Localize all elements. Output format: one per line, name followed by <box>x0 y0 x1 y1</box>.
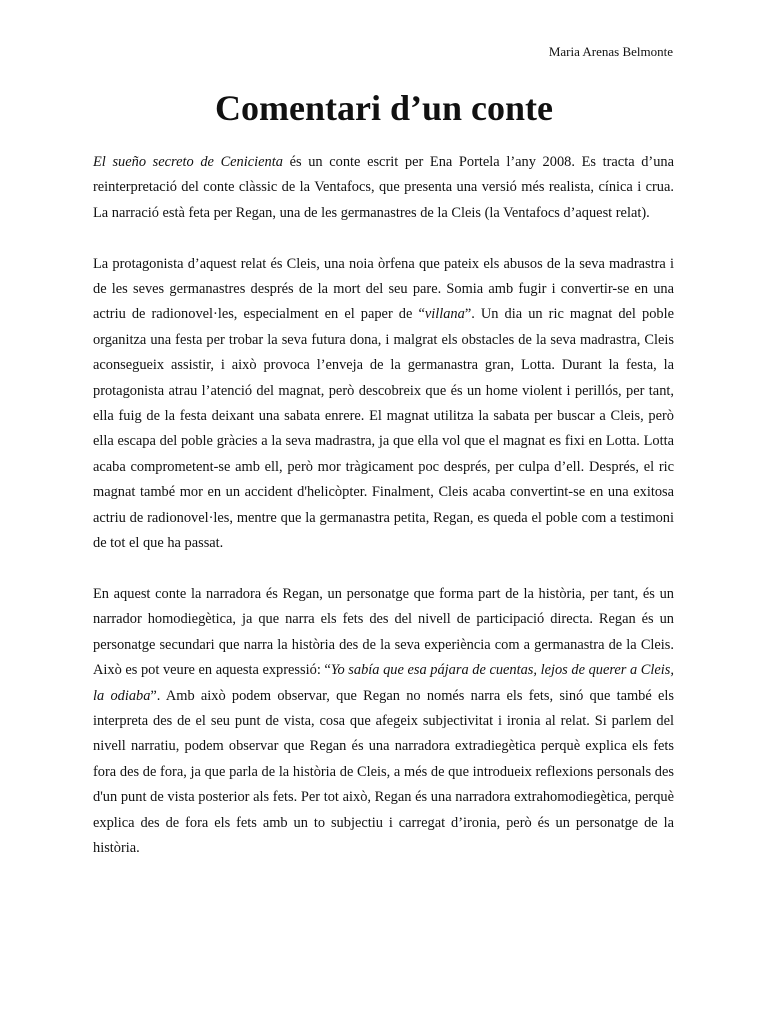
paragraph-3-text-before: En aquest conte la narradora és Regan, un personatge que forma part de la història, per tant, és un narrador homodiegètica, ja que narra els fets des del nivell de participació directa. Regan és un personatge secundari que narra la història des de la seva experiència com a germanastra de la Cleis. Això es pot veure en aquesta expressió: “ <box>93 585 674 679</box>
italic-word-villana: villana <box>424 306 465 323</box>
paragraph-1 <box>93 150 674 226</box>
paragraph-3-text-after: ”. Amb això podem observar, que Regan no només narra els fets, sinó que també els interpreta des de el seu punt de vista, cosa que afegeix subjectivitat i ironia al relat. Si parlem del nivell narratiu, podem observar que Regan és una narradora extradiegètica perquè explica els fets fora des de fora, ja que parla de la història de Cleis, a més de que introdueix reflexions personals des d'un punt de vista posterior als fets. Per tot això, Regan és una narradora extrahomodiegètica, perquè explica des de fora els fets amb un to subjectiu i carregat d’ironia, però és un personatge de la història. <box>93 687 674 856</box>
document-title: Comentari d’un conte <box>215 88 553 128</box>
paragraph-3 <box>93 582 674 861</box>
paragraph-2-text-before: La protagonista d’aquest relat és Cleis, una noia òrfena que pateix els abusos de la seva madrastra i de les seves germanastres després de la mort del seu pare. Somia amb fugir i convertir-se en una actriu de radionovel·les, especialment en el paper de “ <box>93 255 674 323</box>
book-title: El sueño secreto de Cenicienta <box>93 154 283 170</box>
paragraph-1-text: és un conte escrit per Ena Portela l’any 2008. Es tracta d’una reinterpretació del conte clàssic de la Ventafocs, que presenta una versió més realista, cínica i crua. La narració està feta per Regan, una de les germanastres de la Cleis (la Ventafocs d’aquest relat). <box>93 154 674 221</box>
paragraph-2-text-after: ”. Un dia un ric magnat del poble organitza una festa per trobar la seva futura dona, i malgrat els obstacles de la seva madrastra, Cleis aconsegueix assistir, i això provoca l’enveja de la germanastra gran, Lotta. Durant la festa, la protagonista atrau l’atenció del magnat, però descobreix que és un home violent i perillós, per tant, ella fuig de la festa deixant una sabata enrere. El magnat utilitza la sabata per buscar a Cleis, però ella escapa del poble gràcies a la seva madrastra, ja que ella vol que el magnat es fixi en Lotta. Lotta acaba comprometent-se amb ell, però mor tràgicament poc després, per culpa d’ell. Després, el ric magnat també mor en un accident d'helicòpter. Finalment, Cleis acaba convertint-se en una exitosa actriu de radionovel·les, mentre que la germanastra petita, Regan, es queda el poble com a testimoni de tot el que ha passat. <box>93 306 674 552</box>
paragraph-2 <box>93 252 674 557</box>
document-body <box>93 150 674 887</box>
italic-quote: Yo sabía que esa pájara de cuentas, lejos de querer a Cleis, la odiaba <box>93 662 674 704</box>
author-name: Maria Arenas Belmonte <box>548 44 673 59</box>
